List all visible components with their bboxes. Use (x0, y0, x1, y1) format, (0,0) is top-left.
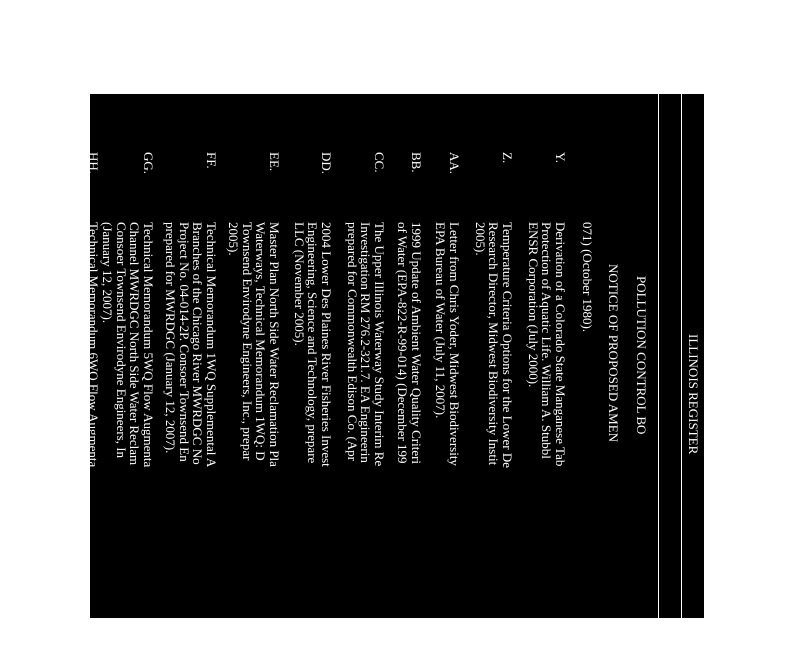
reference-letter: HH. (86, 152, 101, 175)
scanned-page (86, 94, 704, 618)
reference-letter: AA. (447, 152, 462, 175)
notice-title: NOTICE OF PROPOSED AMEN (606, 264, 621, 443)
reference-letter: FF. (204, 152, 219, 169)
board-title: POLLUTION CONTROL BO (634, 276, 649, 435)
header-rule-top (681, 94, 682, 618)
reference-letter: GG. (141, 152, 156, 175)
rotated-page-content (86, 94, 704, 618)
reference-text: 071) (October 1980). (580, 222, 595, 333)
register-title: ILLINOIS REGISTER (686, 334, 701, 455)
reference-letter: DD. (319, 152, 334, 175)
reference-text: Technical Memorandum 6WQ Flow Augmenta (86, 222, 101, 468)
reference-text: Master Plan North Side Water Reclamation Pla Waterways, Technical Memorandum 1WQ: D Townsend Envirodyne Engineers, Inc., prepar 2005). (226, 222, 282, 467)
header-rule-bottom (658, 94, 659, 618)
reference-text: Technical Memorandum 5WQ Flow Augmenta Channel MWRDGC North Side Water Reclam Consoer Townsend Envirodyne Engineers, In (January 12, 2007). (100, 222, 156, 468)
reference-text: 2004 Lower Des Plaines River Fisheries Invest Engineering, Science and Technology, prepare LLC (November 2005). (292, 222, 334, 467)
reference-letter: Y. (553, 152, 568, 163)
reference-letter: EE. (267, 152, 282, 172)
reference-text: Technical Memorandum 1WQ Supplemental A Branches of the Chicago River MWRDGC No Project No. 04-014-2P. Consoer Townsend En prepared for MWRDGC (January 12, 2007). (163, 222, 219, 468)
reference-letter: Z. (500, 152, 515, 164)
reference-text: Derivation of a Colorado State Manganese Tab Protection of Aquatic Life. William A. Stubbl ENSR Corporation (July 2000). (526, 222, 568, 467)
reference-text: Temperature Criteria Options for the Lower De Research Director, Midwest Biodiversity Instit 2005). (473, 222, 515, 468)
reference-letter: BB. (409, 152, 424, 173)
reference-letter: CC. (372, 152, 387, 173)
reference-text: The Upper Illinois Waterway Study Interim Re Investigation RM 276.2-321.7. EA Engineerin prepared for Commonwealth Edison Co. (Apr (345, 222, 387, 467)
reference-text: 1999 Update of Ambient Water Quality Criteri of Water (EPA-822-R-99-014) (December 199 (395, 222, 424, 465)
reference-text: Letter from Chris Yoder, Midwest Biodiversity EPA Bureau of Water (July 11, 2007). (433, 222, 462, 466)
